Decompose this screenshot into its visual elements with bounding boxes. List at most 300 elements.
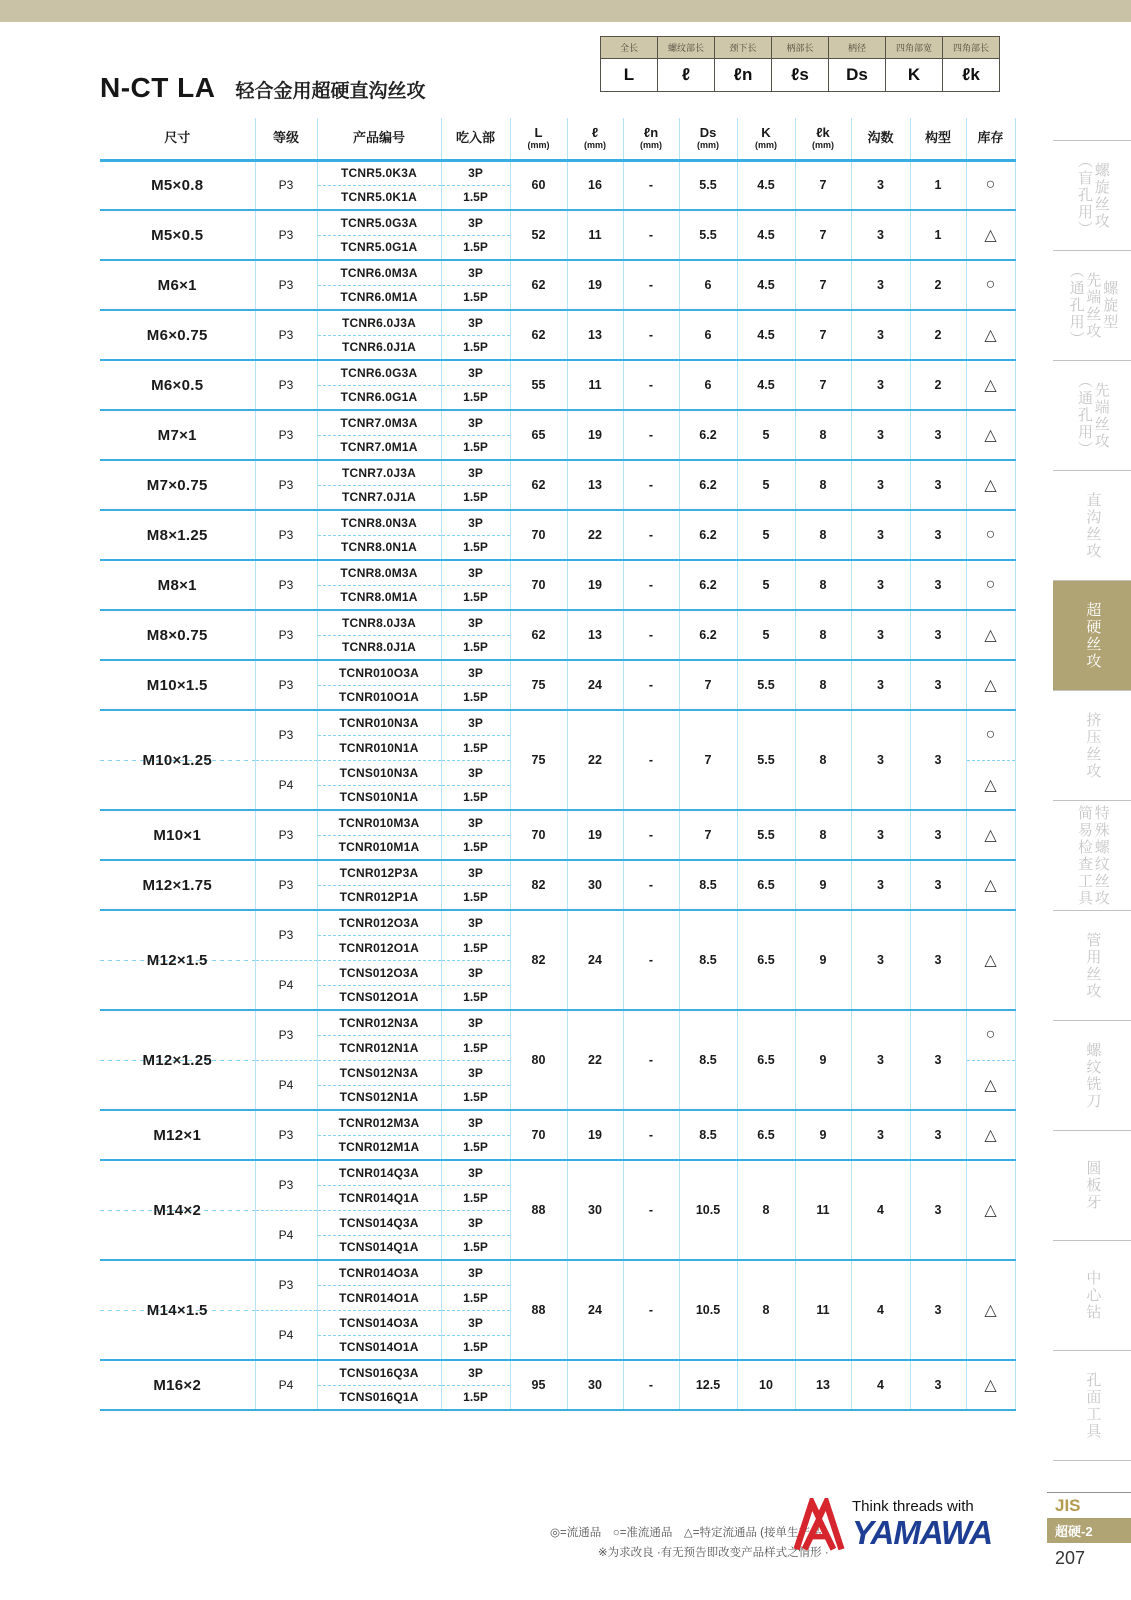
- value-cell-ln: -: [623, 260, 679, 310]
- sidebar-tab-label: [1075, 805, 1109, 907]
- category-sidebar: [1053, 140, 1131, 1461]
- value-cell-Ds: 6.2: [679, 510, 737, 560]
- product-code-cell: TCNR012M1A: [317, 1135, 441, 1160]
- value-cell-L: 88: [510, 1160, 567, 1260]
- chamfer-cell: 3P: [441, 1160, 510, 1185]
- stock-cell: △: [966, 610, 1015, 660]
- column-header: [966, 118, 1015, 160]
- table-row: [100, 1160, 1015, 1185]
- product-code-cell: TCNR5.0K1A: [317, 185, 441, 210]
- product-code-cell: TCNR8.0N1A: [317, 535, 441, 560]
- value-cell-L: 55: [510, 360, 567, 410]
- sidebar-tab-line: 简易检查工具: [1076, 804, 1093, 907]
- sidebar-tab-label: [1084, 492, 1101, 560]
- sidebar-tab-1[interactable]: [1053, 250, 1131, 360]
- sidebar-tab-line: （通孔用）: [1076, 373, 1093, 458]
- value-cell-type: 3: [910, 860, 966, 910]
- chamfer-cell: 1.5P: [441, 1035, 510, 1060]
- chamfer-cell: 1.5P: [441, 535, 510, 560]
- value-cell-L: 88: [510, 1260, 567, 1360]
- chamfer-cell: 1.5P: [441, 1185, 510, 1210]
- value-cell-L: 62: [510, 260, 567, 310]
- value-cell-K: 6.5: [737, 1010, 795, 1110]
- column-header-unit: (mm): [527, 140, 550, 151]
- product-code-cell: TCNR010M3A: [317, 810, 441, 835]
- stock-cell: △: [966, 1110, 1015, 1160]
- value-cell-l: 30: [567, 1160, 623, 1260]
- sidebar-tab-10[interactable]: [1053, 1240, 1131, 1350]
- value-cell-L: 75: [510, 710, 567, 810]
- value-cell-Ds: 7: [679, 660, 737, 710]
- product-code-cell: TCNR012P3A: [317, 860, 441, 885]
- value-cell-lk: 9: [795, 860, 851, 910]
- value-cell-l: 19: [567, 410, 623, 460]
- stock-cell: △: [966, 810, 1015, 860]
- value-cell-K: 4.5: [737, 310, 795, 360]
- sidebar-tab-line: 超硬丝攻: [1084, 601, 1102, 670]
- chamfer-cell: 1.5P: [441, 1285, 510, 1310]
- size-cell: M10×1: [100, 810, 255, 860]
- value-cell-flutes: 3: [851, 1110, 910, 1160]
- sidebar-tab-label: [1067, 263, 1117, 348]
- chamfer-cell: 1.5P: [441, 1085, 510, 1110]
- sidebar-tab-line: （通孔用）: [1067, 263, 1085, 348]
- logo-tagline: Think threads with: [852, 1498, 974, 1516]
- table-row: [100, 510, 1015, 535]
- value-cell-ln: -: [623, 1010, 679, 1110]
- sidebar-tab-line: 挤压丝攻: [1084, 711, 1102, 780]
- value-cell-flutes: 3: [851, 210, 910, 260]
- sidebar-tab-4[interactable]: [1053, 580, 1131, 690]
- chamfer-cell: 3P: [441, 1260, 510, 1285]
- page-title: [100, 72, 426, 104]
- grade-cell: P3: [255, 1110, 317, 1160]
- table-row: [100, 810, 1015, 835]
- spec-table: [100, 118, 1016, 1411]
- product-code-cell: TCNR010N1A: [317, 735, 441, 760]
- sidebar-tab-label: [1084, 1042, 1101, 1110]
- legend-col-label: 螺纹部长: [658, 37, 715, 59]
- chamfer-cell: 3P: [441, 610, 510, 635]
- column-header-label: K: [761, 125, 771, 141]
- value-cell-lk: 7: [795, 160, 851, 210]
- table-row: [100, 1010, 1015, 1035]
- sidebar-tab-0[interactable]: [1053, 140, 1131, 250]
- grade-cell: P4: [255, 960, 317, 1010]
- product-code-cell: TCNR014O3A: [317, 1260, 441, 1285]
- value-cell-K: 5.5: [737, 660, 795, 710]
- chamfer-cell: 3P: [441, 160, 510, 185]
- value-cell-ln: -: [623, 1160, 679, 1260]
- sidebar-tab-label: [1084, 1160, 1101, 1211]
- table-row: [100, 1110, 1015, 1135]
- value-cell-flutes: 4: [851, 1160, 910, 1260]
- jis-index-box: [1047, 1492, 1131, 1569]
- stock-cell: △: [966, 210, 1015, 260]
- sidebar-tab-label: [1084, 712, 1101, 780]
- value-cell-Ds: 10.5: [679, 1260, 737, 1360]
- value-cell-flutes: 3: [851, 260, 910, 310]
- sidebar-tab-line: 管用丝攻: [1084, 931, 1102, 1000]
- value-cell-Ds: 7: [679, 710, 737, 810]
- chamfer-cell: 3P: [441, 760, 510, 785]
- column-header-unit: (mm): [697, 140, 719, 151]
- value-cell-lk: 11: [795, 1260, 851, 1360]
- legend-col-symbol: L: [601, 59, 658, 92]
- grade-cell: P3: [255, 1160, 317, 1210]
- chamfer-cell: 1.5P: [441, 285, 510, 310]
- value-cell-lk: 9: [795, 1010, 851, 1110]
- product-code-cell: TCNS012N1A: [317, 1085, 441, 1110]
- value-cell-flutes: 3: [851, 410, 910, 460]
- value-cell-l: 24: [567, 660, 623, 710]
- table-row: [100, 210, 1015, 235]
- sidebar-tab-5[interactable]: [1053, 690, 1131, 800]
- column-header: [910, 118, 966, 160]
- product-code-cell: TCNR6.0J1A: [317, 335, 441, 360]
- column-header-label: 产品编号: [352, 129, 405, 145]
- value-cell-l: 19: [567, 560, 623, 610]
- sidebar-tab-line: 直沟丝攻: [1084, 491, 1102, 560]
- product-code-cell: TCNR6.0J3A: [317, 310, 441, 335]
- column-header-label: 库存: [977, 129, 1004, 145]
- size-cell: M12×1.75: [100, 860, 255, 910]
- value-cell-K: 4.5: [737, 210, 795, 260]
- size-cell: M8×0.75: [100, 610, 255, 660]
- stock-cell: △: [966, 910, 1015, 1010]
- value-cell-Ds: 6: [679, 310, 737, 360]
- sidebar-tab-line: 孔面工具: [1084, 1371, 1102, 1440]
- value-cell-L: 82: [510, 910, 567, 1010]
- legend-col-label: 四角部宽: [886, 37, 943, 59]
- product-code-cell: TCNR010N3A: [317, 710, 441, 735]
- value-cell-type: 3: [910, 1110, 966, 1160]
- product-code-cell: TCNR6.0M1A: [317, 285, 441, 310]
- column-header: [510, 118, 567, 160]
- chamfer-cell: 1.5P: [441, 1335, 510, 1360]
- column-header-label: ℓk: [816, 125, 830, 141]
- product-code-cell: TCNR014Q3A: [317, 1160, 441, 1185]
- product-code-cell: TCNS016Q1A: [317, 1385, 441, 1410]
- value-cell-K: 6.5: [737, 860, 795, 910]
- product-code-cell: TCNR8.0J3A: [317, 610, 441, 635]
- value-cell-K: 4.5: [737, 160, 795, 210]
- product-code-cell: TCNR014Q1A: [317, 1185, 441, 1210]
- value-cell-flutes: 3: [851, 560, 910, 610]
- sidebar-tab-label: [1084, 1372, 1101, 1440]
- grade-cell: P3: [255, 160, 317, 210]
- chamfer-cell: 1.5P: [441, 185, 510, 210]
- table-row: [100, 560, 1015, 585]
- value-cell-K: 6.5: [737, 910, 795, 1010]
- sidebar-tab-9[interactable]: [1053, 1130, 1131, 1240]
- chamfer-cell: 1.5P: [441, 835, 510, 860]
- grade-cell: P3: [255, 560, 317, 610]
- value-cell-flutes: 3: [851, 610, 910, 660]
- grade-cell: P3: [255, 260, 317, 310]
- chamfer-cell: 1.5P: [441, 385, 510, 410]
- chamfer-cell: 1.5P: [441, 1385, 510, 1410]
- sidebar-tab-line: 中心钻: [1084, 1270, 1102, 1321]
- value-cell-type: 3: [910, 1160, 966, 1260]
- sidebar-tab-label: [1075, 153, 1109, 238]
- column-header: [100, 118, 255, 160]
- stock-cell: △: [966, 1260, 1015, 1360]
- stock-cell: ○: [966, 1010, 1015, 1060]
- value-cell-l: 19: [567, 1110, 623, 1160]
- column-header-label: 吃入部: [455, 129, 495, 145]
- grade-cell: P4: [255, 1210, 317, 1260]
- value-cell-K: 4.5: [737, 260, 795, 310]
- value-cell-lk: 7: [795, 210, 851, 260]
- product-code-cell: TCNS014O3A: [317, 1310, 441, 1335]
- value-cell-flutes: 3: [851, 460, 910, 510]
- product-code-cell: TCNS012O3A: [317, 960, 441, 985]
- table-row: [100, 460, 1015, 485]
- value-cell-flutes: 3: [851, 1010, 910, 1110]
- value-cell-K: 10: [737, 1360, 795, 1410]
- sidebar-tab-3[interactable]: [1053, 470, 1131, 580]
- product-code-cell: TCNR5.0K3A: [317, 160, 441, 185]
- value-cell-type: 2: [910, 310, 966, 360]
- size-cell: M6×1: [100, 260, 255, 310]
- product-code-cell: TCNR8.0M3A: [317, 560, 441, 585]
- value-cell-lk: 8: [795, 660, 851, 710]
- value-cell-l: 30: [567, 1360, 623, 1410]
- jis-label: JIS: [1055, 1496, 1081, 1515]
- chamfer-cell: 1.5P: [441, 785, 510, 810]
- column-header: [317, 118, 441, 160]
- value-cell-Ds: 6.2: [679, 610, 737, 660]
- column-header-label: Ds: [699, 125, 717, 141]
- value-cell-ln: -: [623, 160, 679, 210]
- chamfer-cell: 1.5P: [441, 985, 510, 1010]
- grade-cell: P4: [255, 1310, 317, 1360]
- product-model: N-CT LA: [100, 72, 216, 103]
- value-cell-l: 24: [567, 1260, 623, 1360]
- sidebar-tab-line: 特殊螺纹丝攻: [1092, 804, 1110, 907]
- value-cell-Ds: 12.5: [679, 1360, 737, 1410]
- value-cell-type: 3: [910, 1360, 966, 1410]
- legend-col-symbol: ℓn: [715, 59, 772, 92]
- value-cell-flutes: 3: [851, 660, 910, 710]
- grade-cell: P3: [255, 610, 317, 660]
- sidebar-tab-label: [1084, 602, 1101, 670]
- value-cell-lk: 8: [795, 710, 851, 810]
- value-cell-L: 70: [510, 1110, 567, 1160]
- grade-cell: P3: [255, 410, 317, 460]
- size-cell: M14×1.5: [100, 1260, 255, 1360]
- value-cell-l: 19: [567, 260, 623, 310]
- value-cell-type: 2: [910, 260, 966, 310]
- value-cell-K: 4.5: [737, 360, 795, 410]
- stock-symbol-legend: ◎=流通品 ○=准流通品 △=特定流通品 (接单生产品): [550, 1527, 826, 1539]
- value-cell-type: 3: [910, 660, 966, 710]
- legend-col-label: 柄径: [829, 37, 886, 59]
- value-cell-type: 3: [910, 460, 966, 510]
- chamfer-cell: 3P: [441, 1060, 510, 1085]
- value-cell-L: 60: [510, 160, 567, 210]
- chamfer-cell: 3P: [441, 860, 510, 885]
- value-cell-ln: -: [623, 910, 679, 1010]
- product-code-cell: TCNS014O1A: [317, 1335, 441, 1360]
- column-header: [679, 118, 737, 160]
- stock-cell: △: [966, 1060, 1015, 1110]
- product-code-cell: TCNR8.0N3A: [317, 510, 441, 535]
- value-cell-l: 22: [567, 1010, 623, 1110]
- column-header: [795, 118, 851, 160]
- chamfer-cell: 3P: [441, 410, 510, 435]
- grade-cell: P3: [255, 860, 317, 910]
- value-cell-flutes: 3: [851, 310, 910, 360]
- sidebar-tab-label: [1084, 1270, 1101, 1321]
- value-cell-type: 3: [910, 410, 966, 460]
- value-cell-L: 70: [510, 510, 567, 560]
- value-cell-type: 1: [910, 160, 966, 210]
- sidebar-tab-8[interactable]: [1053, 1020, 1131, 1130]
- product-code-cell: TCNR010O1A: [317, 685, 441, 710]
- stock-cell: ○: [966, 160, 1015, 210]
- chamfer-cell: 1.5P: [441, 885, 510, 910]
- stock-cell: △: [966, 660, 1015, 710]
- grade-cell: P3: [255, 1260, 317, 1310]
- chamfer-cell: 3P: [441, 460, 510, 485]
- value-cell-lk: 7: [795, 310, 851, 360]
- sidebar-tab-7[interactable]: [1053, 910, 1131, 1020]
- value-cell-K: 5.5: [737, 710, 795, 810]
- product-code-cell: TCNR7.0M3A: [317, 410, 441, 435]
- table-row: [100, 160, 1015, 185]
- legend-col-label: 颈下长: [715, 37, 772, 59]
- legend-col-symbol: ℓ: [658, 59, 715, 92]
- grade-cell: P3: [255, 1010, 317, 1060]
- value-cell-l: 13: [567, 610, 623, 660]
- table-row: [100, 710, 1015, 735]
- grade-cell: P4: [255, 760, 317, 810]
- chamfer-cell: 1.5P: [441, 1135, 510, 1160]
- value-cell-L: 62: [510, 460, 567, 510]
- product-code-cell: TCNS014Q1A: [317, 1235, 441, 1260]
- grade-cell: P3: [255, 810, 317, 860]
- stock-cell: △: [966, 760, 1015, 810]
- table-row: [100, 1360, 1015, 1385]
- value-cell-Ds: 8.5: [679, 1010, 737, 1110]
- sidebar-tab-line: 圆板牙: [1084, 1160, 1102, 1211]
- sidebar-tab-line: （盲孔用）: [1076, 153, 1093, 238]
- value-cell-lk: 7: [795, 260, 851, 310]
- value-cell-lk: 7: [795, 360, 851, 410]
- chamfer-cell: 1.5P: [441, 1235, 510, 1260]
- page-number: 207: [1055, 1548, 1086, 1568]
- value-cell-ln: -: [623, 1110, 679, 1160]
- jis-category-badge: 超硬-2: [1047, 1518, 1131, 1543]
- value-cell-flutes: 3: [851, 810, 910, 860]
- value-cell-K: 5: [737, 560, 795, 610]
- value-cell-K: 5: [737, 510, 795, 560]
- value-cell-K: 5: [737, 410, 795, 460]
- table-row: [100, 360, 1015, 385]
- grade-cell: P3: [255, 710, 317, 760]
- chamfer-cell: 1.5P: [441, 685, 510, 710]
- legend-col-label: 四角部长: [943, 37, 1000, 59]
- sidebar-tab-2[interactable]: [1053, 360, 1131, 470]
- product-code-cell: TCNR8.0J1A: [317, 635, 441, 660]
- value-cell-Ds: 8.5: [679, 1110, 737, 1160]
- product-code-cell: TCNR6.0G1A: [317, 385, 441, 410]
- size-cell: M8×1.25: [100, 510, 255, 560]
- stock-cell: △: [966, 360, 1015, 410]
- value-cell-K: 5.5: [737, 810, 795, 860]
- product-code-cell: TCNR010O3A: [317, 660, 441, 685]
- size-cell: M7×1: [100, 410, 255, 460]
- value-cell-Ds: 7: [679, 810, 737, 860]
- stock-cell: ○: [966, 710, 1015, 760]
- dimension-legend-table: [600, 36, 1000, 92]
- chamfer-cell: 1.5P: [441, 635, 510, 660]
- size-cell: M7×0.75: [100, 460, 255, 510]
- sidebar-tab-line: 螺旋丝攻: [1092, 161, 1110, 230]
- footer-note: ※为求改良 ·有无预告即改变产品样式之情形 ·: [598, 1547, 829, 1559]
- value-cell-type: 3: [910, 560, 966, 610]
- value-cell-type: 3: [910, 810, 966, 860]
- top-accent-bar: [0, 0, 1131, 22]
- value-cell-lk: 9: [795, 910, 851, 1010]
- chamfer-cell: 1.5P: [441, 935, 510, 960]
- grade-cell: P3: [255, 210, 317, 260]
- value-cell-l: 22: [567, 710, 623, 810]
- sidebar-tab-line: 先端丝攻: [1084, 271, 1102, 340]
- value-cell-l: 13: [567, 310, 623, 360]
- product-code-cell: TCNR014O1A: [317, 1285, 441, 1310]
- product-code-cell: TCNR7.0J1A: [317, 485, 441, 510]
- table-row: [100, 410, 1015, 435]
- size-cell: M5×0.8: [100, 160, 255, 210]
- legend-col-label: 全长: [601, 37, 658, 59]
- sidebar-tab-11[interactable]: [1053, 1350, 1131, 1461]
- value-cell-l: 16: [567, 160, 623, 210]
- value-cell-flutes: 3: [851, 910, 910, 1010]
- product-code-cell: TCNS012O1A: [317, 985, 441, 1010]
- column-header-unit: (mm): [640, 140, 662, 151]
- value-cell-L: 52: [510, 210, 567, 260]
- value-cell-K: 6.5: [737, 1110, 795, 1160]
- value-cell-L: 82: [510, 860, 567, 910]
- grade-cell: P4: [255, 1060, 317, 1110]
- value-cell-flutes: 3: [851, 860, 910, 910]
- table-row: [100, 1260, 1015, 1285]
- size-cell: M8×1: [100, 560, 255, 610]
- column-header: [851, 118, 910, 160]
- chamfer-cell: 3P: [441, 710, 510, 735]
- value-cell-l: 11: [567, 360, 623, 410]
- product-code-cell: TCNR5.0G3A: [317, 210, 441, 235]
- sidebar-tab-6[interactable]: [1053, 800, 1131, 910]
- value-cell-l: 13: [567, 460, 623, 510]
- value-cell-ln: -: [623, 360, 679, 410]
- chamfer-cell: 3P: [441, 560, 510, 585]
- legend-col-label: 柄部长: [772, 37, 829, 59]
- value-cell-type: 2: [910, 360, 966, 410]
- value-cell-ln: -: [623, 710, 679, 810]
- value-cell-ln: -: [623, 460, 679, 510]
- column-header-label: 尺寸: [164, 129, 191, 145]
- yamawa-logo: [792, 1498, 992, 1552]
- value-cell-K: 8: [737, 1160, 795, 1260]
- value-cell-ln: -: [623, 210, 679, 260]
- sidebar-tab-line: 先端丝攻: [1092, 381, 1110, 450]
- product-code-cell: TCNR5.0G1A: [317, 235, 441, 260]
- chamfer-cell: 3P: [441, 310, 510, 335]
